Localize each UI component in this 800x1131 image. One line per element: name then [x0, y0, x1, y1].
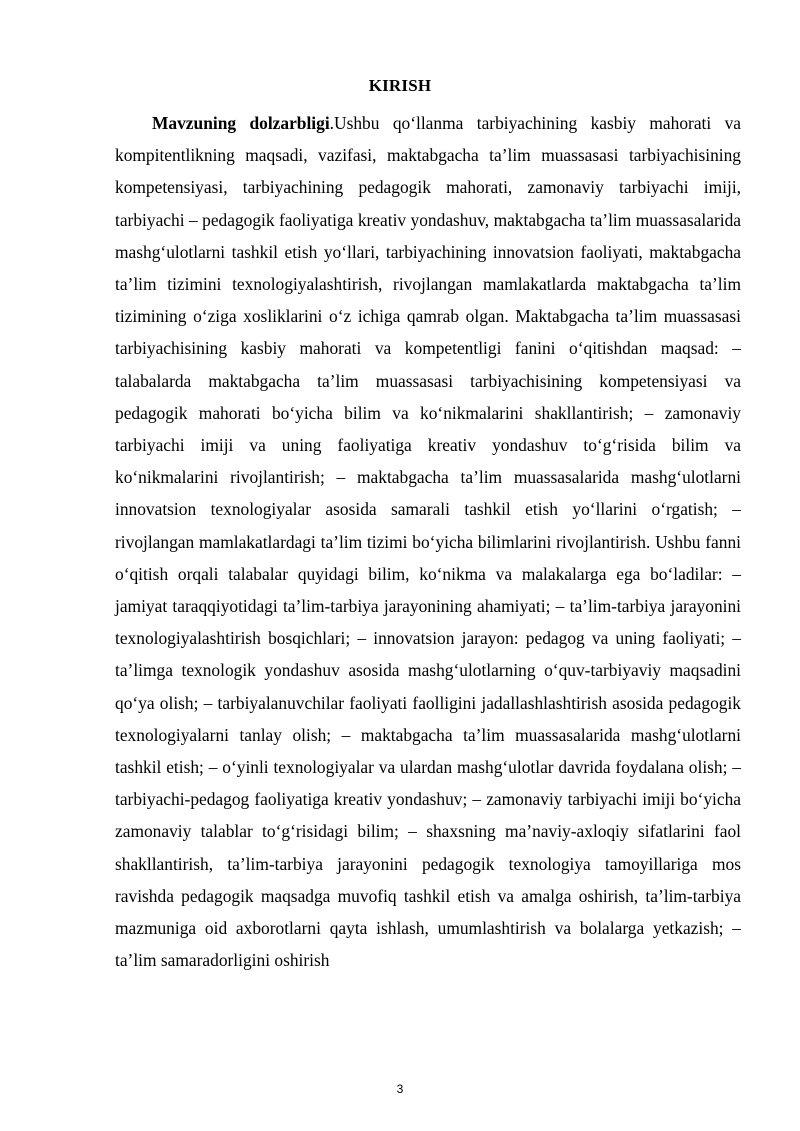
- section-heading: KIRISH: [368, 76, 432, 95]
- body-paragraph: [115, 107, 741, 976]
- page-number: 3: [396, 1082, 404, 1096]
- lead-phrase: Mavzuning dolzarbligi: [152, 113, 330, 133]
- paragraph-text: .Ushbu qo‘llanma tarbiyachining kasbiy mahorati va kompitentlikning maqsadi, vazifasi, maktabgacha ta’lim muassasasi tarbiyachisining kompetensiyasi, tarbiyachining pedagogik mahorati, zamonaviy tarbiyachi imiji, tarbiyachi – pedagogik faoliyatiga kreativ yondashuv, maktabgacha ta’lim muassasalarida mashg‘ulotlarni tashkil etish yo‘llari, tarbiyachining innovatsion faoliyati, maktabgacha ta’lim tizimini texnologiyalashtirish, rivojlangan mamlakatlarda maktabgacha ta’lim tizimining o‘ziga xosliklarini o‘z ichiga qamrab olgan. Maktabgacha ta’lim muassasasi tarbiyachisining kasbiy mahorati va kompetentligi fanini o‘qitishdan maqsad: – talabalarda maktabgacha ta’lim muassasasi tarbiyachisining kompetensiyasi va pedagogik mahorati bo‘yicha bilim va ko‘nikmalarini shakllantirish; – zamonaviy tarbiyachi imiji va uning faoliyatiga kreativ yondashuv to‘g‘risida bilim va ko‘nikmalarini rivojlantirish; – maktabgacha ta’lim muassasalarida mashg‘ulotlarni innovatsion texnologiyalar asosida samarali tashkil etish yo‘llarini o‘rgatish; – rivojlangan mamlakatlardagi ta’lim tizimi bo‘yicha bilimlarini rivojlantirish. Ushbu fanni o‘qitish orqali talabalar quyidagi bilim, ko‘nikma va malakalarga ega bo‘ladilar: – jamiyat taraqqiyotidagi ta’lim-tarbiya jarayonining ahamiyati; – ta’lim-tarbiya jarayonini texnologiyalashtirish bosqichlari; – innovatsion jarayon: pedagog va uning faoliyati; – ta’limga texnologik yondashuv asosida mashg‘ulotlarning o‘quv-tarbiyaviy maqsadini qo‘ya olish; – tarbiyalanuvchilar faoliyati faolligini jadallashlashtirish asosida pedagogik texnologiyalarni tanlay olish; – maktabgacha ta’lim muassasalarida mashg‘ulotlarni tashkil etish; – o‘yinli texnologiyalar va ulardan mashg‘ulotlar davrida foydalana olish; – tarbiyachi-pedagog faoliyatiga kreativ yondashuv; – zamonaviy tarbiyachi imiji bo‘yicha zamonaviy talablar to‘g‘risidagi bilim; – shaxsning ma’naviy-axloqiy sifatlarini faol shakllantirish, ta’lim-tarbiya jarayonini pedagogik texnologiya tamoyillariga mos ravishda pedagogik maqsadga muvofiq tashkil etish va amalga oshirish, ta’lim-tarbiya mazmuniga oid axborotlarni qayta ishlash, umumlashtirish va bolalarga yetkazish; – ta’lim samaradorligini oshirish: [115, 113, 742, 971]
